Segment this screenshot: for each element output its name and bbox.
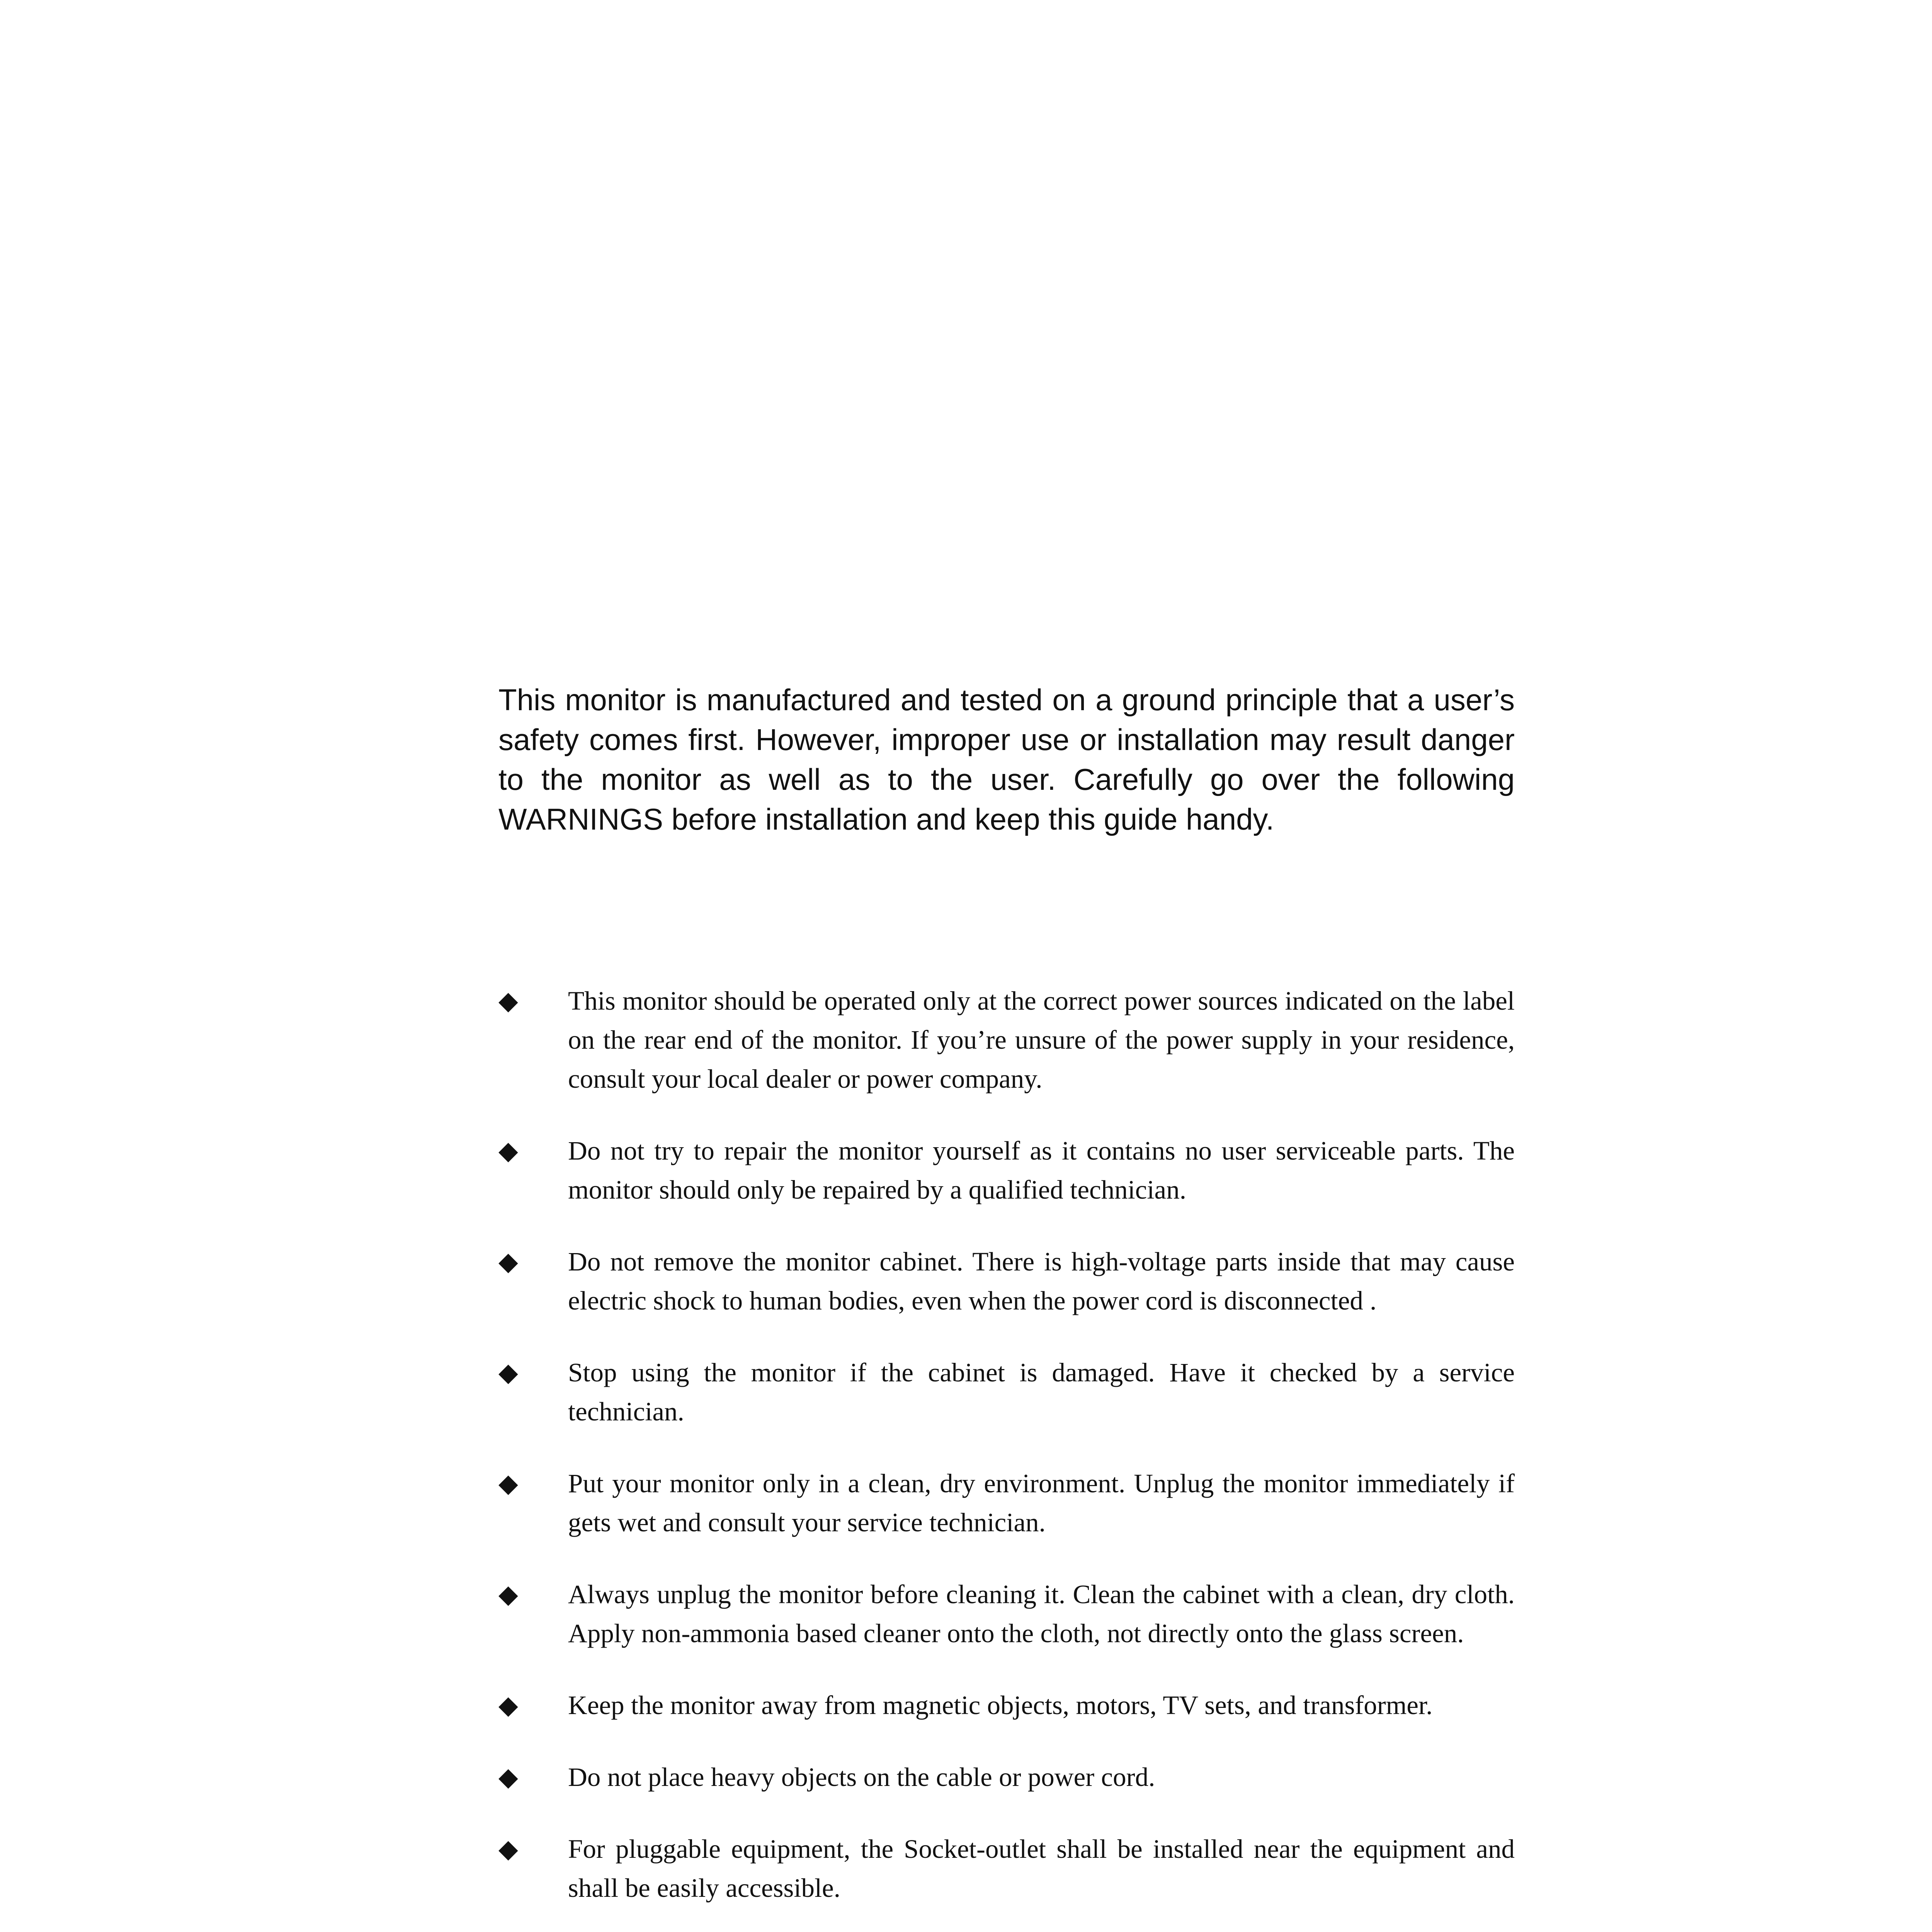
warning-item — [498, 1758, 1515, 1797]
warnings-list — [498, 981, 1515, 1932]
warning-text: Stop using the monitor if the cabinet is damaged. Have it checked by a service technician. — [568, 1358, 1515, 1426]
warning-text: Do not remove the monitor cabinet. There is high-voltage parts inside that may cause electric shock to human bodies, even when the power cord is disconnected . — [568, 1247, 1515, 1315]
warning-item — [498, 1464, 1515, 1542]
warning-text: Always unplug the monitor before cleaning it. Clean the cabinet with a clean, dry cloth. Apply non-ammonia based cleaner onto the cloth, not directly onto the glass screen. — [568, 1580, 1515, 1648]
black-diamond-icon: ◆ — [498, 1834, 518, 1864]
warning-item — [498, 1830, 1515, 1908]
warning-item — [498, 1686, 1515, 1725]
black-diamond-icon: ◆ — [498, 1468, 518, 1498]
warning-item — [498, 1242, 1515, 1320]
warning-text: This monitor should be operated only at the correct power sources indicated on the label on the rear end of the monitor. If you’re unsure of the power supply in your residence, consult your local dealer or power company. — [568, 986, 1515, 1094]
warning-item — [498, 1131, 1515, 1209]
black-diamond-icon: ◆ — [498, 1136, 518, 1165]
warning-item — [498, 1575, 1515, 1653]
warning-item — [498, 981, 1515, 1099]
black-diamond-icon: ◆ — [498, 1690, 518, 1720]
warning-text: Keep the monitor away from magnetic objects, motors, TV sets, and transformer. — [568, 1690, 1433, 1720]
warning-item — [498, 1353, 1515, 1431]
warning-text: For pluggable equipment, the Socket-outlet shall be installed near the equipment and shall be easily accessible. — [568, 1834, 1515, 1903]
warning-text: Do not place heavy objects on the cable or power cord. — [568, 1762, 1155, 1792]
black-diamond-icon: ◆ — [498, 986, 518, 1015]
intro-paragraph: This monitor is manufactured and tested on a ground principle that a user’s safety comes first. However, improper use or installation may result danger to the monitor as well as to the user. Carefully go over the following WARNINGS before installation and keep this guide handy. — [498, 683, 1515, 836]
warning-text: Do not try to repair the monitor yourself as it contains no user serviceable parts. The monitor should only be repaired by a qualified technician. — [568, 1136, 1515, 1204]
black-diamond-icon: ◆ — [498, 1357, 518, 1387]
black-diamond-icon: ◆ — [498, 1247, 518, 1276]
black-diamond-icon: ◆ — [498, 1579, 518, 1609]
warning-text: Put your monitor only in a clean, dry environment. Unplug the monitor immediately if gets wet and consult your service technician. — [568, 1469, 1515, 1537]
black-diamond-icon: ◆ — [498, 1762, 518, 1792]
